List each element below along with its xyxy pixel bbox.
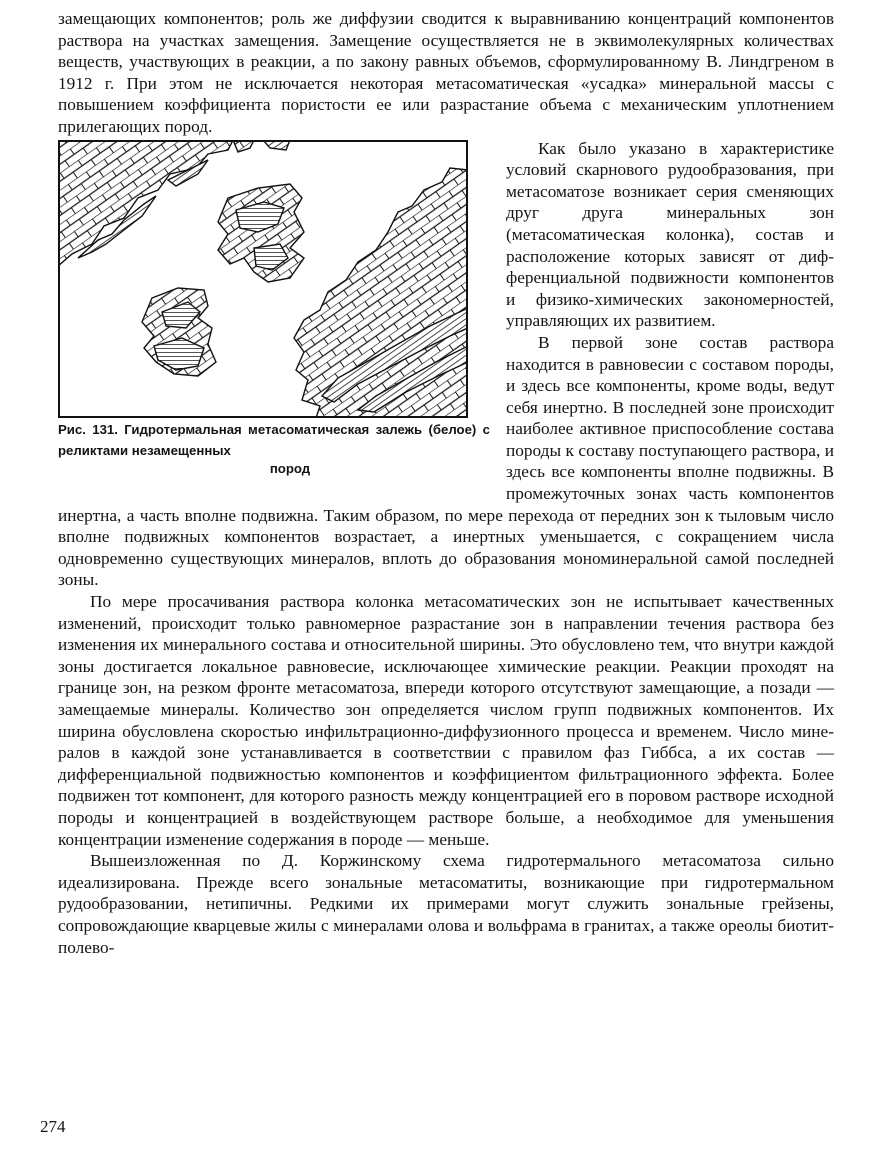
paragraph-1: замещающих компонентов; роль же диффузии сводится к выравниванию концентраций компонентов раствора на участках замещения. Замещение осуществляется не в эквимолекулярных количествах веществ, участвующих в реакции, а по закону равных объемов, сформулированному В. Линдгреном в 1912 г. При этом не исключается некоторая метасоматическая «усадка» минеральной массы с повышением коэффициента пористости ее или разрастание объема с механическим уплотнением прилегающих пород.	[58, 9, 834, 136]
page-text	[58, 8, 834, 958]
paragraph-4: По мере просачивания раствора колонка метасоматических зон не испытывает качественных изменений, происходит только равномерное разрастание зон в направлении течения раствора без изменения их минерального состава и относительной ширины. Это обусловлено тем, что внутри каждой зоны достигается локальное равновесие, исключающее химические реакции. Реакции проходят на границе зон, на резком фронте метасоматоза, впереди которого отсутствуют замещающие, а позади — замещаемые минералы. Количество зон определяется числом групп подвижных компонентов. Их ширина обусловлена скоростью инфильтрационно-диффузионного процесса и временем. Число минералов в каждой зоне устанавливается в соответствии с правилом фаз Гиббса, а их состав — дифференциальной подвижностью компонентов и коэффициентом фильтрационного эффекта. Более подвижен тот компонент, для которого разность между концентрацией его в поровом растворе исходной породы и концентрацией в воздействующем растворе больше, а необходимое для уменьшения концентрации изменение содержания в породе — меньше.	[58, 592, 834, 849]
figure-caption	[58, 422, 490, 496]
figure-131	[58, 140, 490, 499]
caption-line-1: Рис. 131. Гидротермальная метасоматическая залежь (белое) с реликтами незамещенных	[58, 421, 490, 459]
page-number: 274	[40, 1117, 66, 1136]
metasomatic-deposit-drawing	[58, 140, 468, 418]
paragraph-3: В первой зоне состав раствора находится в равновесии с составом породы, и здесь все компоненты, кроме воды, ведут себя инертно. В последней зоне происходит наиболее активное приспособление состава породы к составу поступающего раствора, и здесь все компоненты вполне подвижны. В промежуточных зонах часть компонентов инертна, а часть вполне подвижна. Таким образом, по мере перехода от передних зон к тыловым число вполне подвижных компонентов возрастает, а инертных уменьшается, с сокращением числа одновременно существующих минералов, вплоть до образования мономинеральной самой последней зоны.	[58, 332, 834, 590]
paragraph-2-text: Как было указано в характеристике условий скарнового рудообразования, при метасоматозе возникает серия сменяющих друг друга минеральных зон (метасоматическая колонка), состав и расположение которых зависят от дифференциальной подвижности компонентов и физико-химических закономерностей, управляющих их развитием.	[506, 138, 834, 331]
paragraph-5: Вышеизложенная по Д. Коржинскому схема гидротермального метасоматоза сильно идеализирована. Прежде всего зональные метасоматиты, возникающие при гидротермальном рудообразовании, нетипичны. Редкими их примерами могут служить зональные грейзены, сопровождающие кварцевые жилы с минералами олова и вольфрама в гранитах, а также ореолы биотит-полево-	[58, 851, 834, 957]
caption-line-2: пород	[269, 460, 311, 476]
